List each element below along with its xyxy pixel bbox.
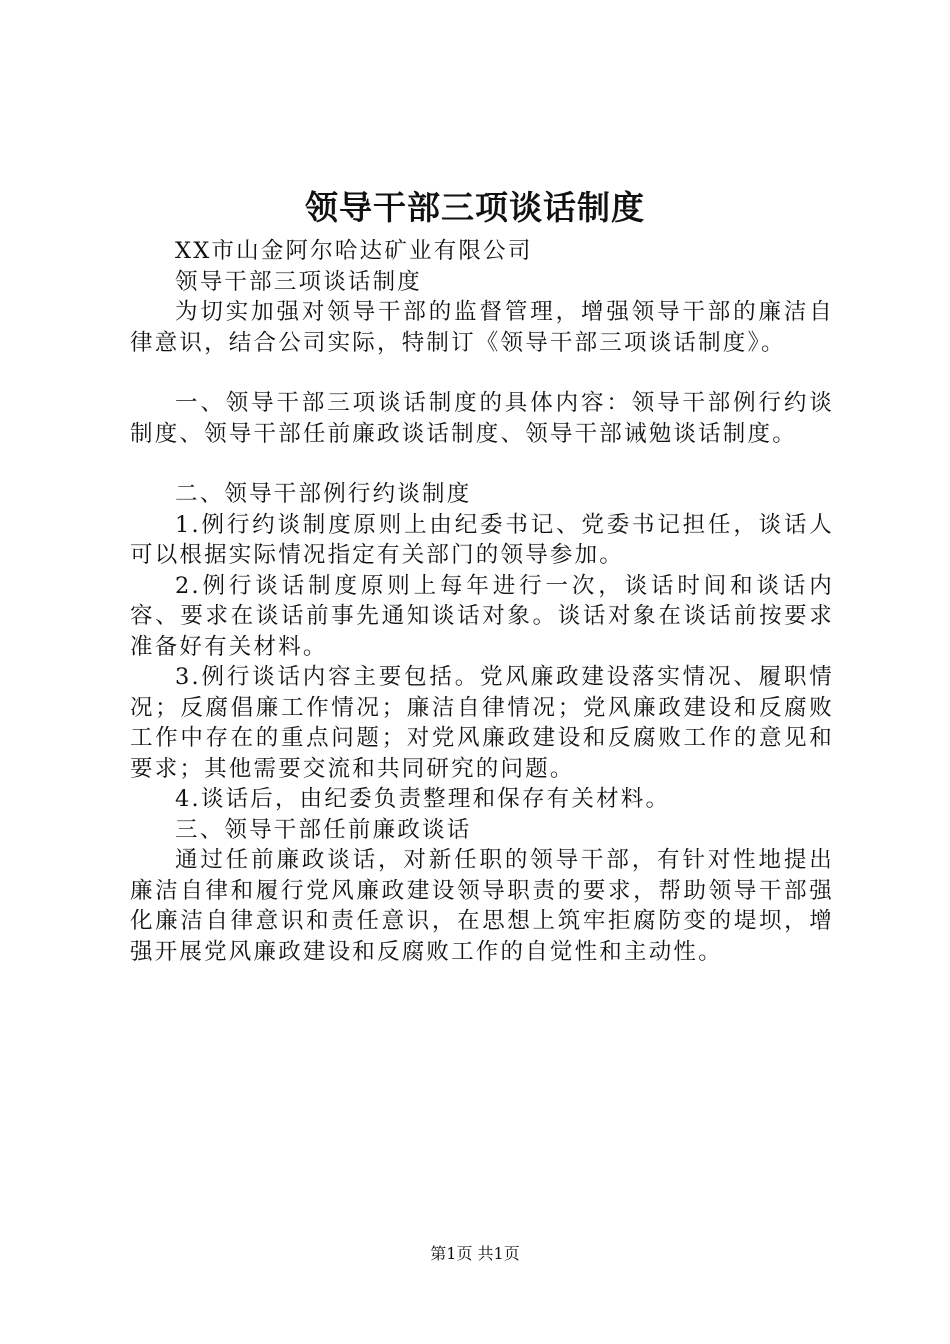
- section-two-item-1: 1.例行约谈制度原则上由纪委书记、党委书记担任，谈话人可以根据实际情况指定有关部门的领导参加。: [130, 511, 834, 568]
- section-two-item-3: 3.例行谈话内容主要包括。党风廉政建设落实情况、履职情况；反腐倡廉工作情况；廉洁自律情况；党风廉政建设和反腐败工作中存在的重点问题；对党风廉政建设和反腐败工作的意见和要求；其他需要交流和共同研究的问题。: [130, 664, 834, 782]
- document-body: [130, 236, 834, 967]
- company-name-line: XX市山金阿尔哈达矿业有限公司: [175, 238, 533, 264]
- section-two-heading: 二、领导干部例行约谈制度: [175, 481, 472, 507]
- section-two-item-4: 4.谈话后，由纪委负责整理和保存有关材料。: [175, 786, 671, 812]
- document-title: 领导干部三项谈话制度: [305, 188, 645, 227]
- page-number-footer: 第1页 共1页: [430, 1244, 520, 1263]
- section-two-item-2: 2.例行谈话制度原则上每年进行一次，谈话时间和谈话内容、要求在谈话前事先通知谈话对象。谈话对象在谈话前按要求准备好有关材料。: [130, 572, 834, 660]
- section-one-paragraph: 一、领导干部三项谈话制度的具体内容：领导干部例行约谈制度、领导干部任前廉政谈话制度、领导干部诫勉谈话制度。: [130, 390, 834, 447]
- section-three-heading: 三、领导干部任前廉政谈话: [175, 816, 472, 843]
- intro-paragraph: 为切实加强对领导干部的监督管理，增强领导干部的廉洁自律意识，结合公司实际，特制订《领导干部三项谈话制度》。: [130, 299, 834, 356]
- subtitle-line: 领导干部三项谈话制度: [175, 268, 423, 295]
- section-three-paragraph: 通过任前廉政谈话，对新任职的领导干部，有针对性地提出廉洁自律和履行党风廉政建设领导职责的要求，帮助领导干部强化廉洁自律意识和责任意识，在思想上筑牢拒腐防变的堤坝，增强开展党风廉政建设和反腐败工作的自觉性和主动性。: [130, 847, 834, 965]
